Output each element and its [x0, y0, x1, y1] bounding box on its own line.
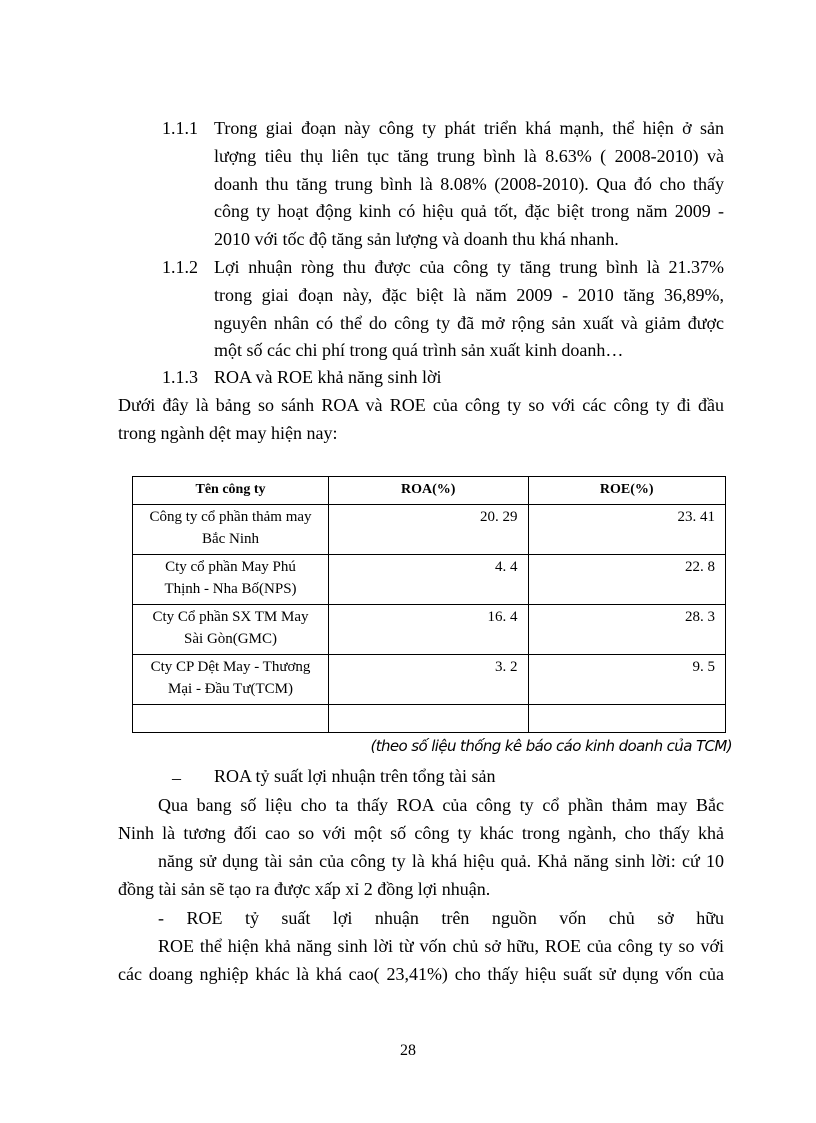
roa-bullet: – [172, 768, 181, 788]
table-row [133, 655, 726, 705]
company-name-line: Sài Gòn(GMC) [184, 631, 277, 647]
roa-cell: 3. 2 [329, 655, 529, 705]
section-1-1-1-line: Trong giai đoạn này công ty phát triển khá mạnh, thể hiện ở sản [214, 118, 724, 138]
company-name-line: Bắc Ninh [201, 531, 260, 547]
roe-line: ROE thể hiện khả năng sinh lời từ vốn chủ sở hữu, ROE của công ty so với [158, 936, 724, 956]
comparison-table [132, 476, 726, 733]
roe-line: các doang nghiệp khác là khá cao( 23,41%) cho thấy hiệu suất sử dụng vốn của [118, 964, 724, 984]
roe-cell: 9. 5 [528, 655, 726, 705]
section-1-1-1-line: công ty hoạt động kinh có hiệu quả tốt, đặc biệt trong năm 2009 - [214, 201, 724, 221]
section-1-1-2-line: Lợi nhuận ròng thu được của công ty tăng trung bình là 21.37% [214, 257, 724, 277]
section-1-1-1-line: 2010 với tốc độ tăng sản lượng và doanh thu khá nhanh. [214, 229, 619, 249]
company-name-cell [133, 555, 329, 605]
company-name-cell [133, 655, 329, 705]
roa-cell: 16. 4 [329, 605, 529, 655]
company-name-line: Cty Cổ phần SX TM May [152, 609, 309, 625]
company-name-cell [133, 705, 329, 733]
header-roa: ROA(%) [329, 477, 529, 505]
roe-heading: - ROE tỷ suất lợi nhuận trên nguồn vốn chủ sở hữu [158, 908, 724, 928]
section-1-1-2-line: trong giai đoạn này, đặc biệt là năm 2009 - 2010 tăng 36,89%, [214, 285, 724, 305]
company-name-line: Thịnh - Nha Bố(NPS) [164, 581, 297, 597]
table-caption: (theo số liệu thống kê báo cáo kinh doanh của TCM) [370, 737, 732, 755]
roa-cell [329, 705, 529, 733]
roe-cell: 28. 3 [528, 605, 726, 655]
page-number: 28 [400, 1042, 416, 1059]
roa-line: năng sử dụng tài sản của công ty là khá hiệu quả. Khả năng sinh lời: cứ 10 [158, 851, 724, 871]
roa-cell: 20. 29 [329, 505, 529, 555]
section-1-1-2-line: một số các chi phí trong quá trình sản xuất kinh doanh… [214, 340, 624, 360]
roa-cell: 4. 4 [329, 555, 529, 605]
company-name-cell [133, 605, 329, 655]
roa-heading: ROA tỷ suất lợi nhuận trên tổng tài sản [214, 766, 496, 786]
roa-line: đồng tài sản sẽ tạo ra được xấp xỉ 2 đồng lợi nhuận. [118, 879, 491, 899]
table-row-empty [133, 705, 726, 733]
intro-line: Dưới đây là bảng so sánh ROA và ROE của công ty so với các công ty đi đầu [118, 395, 724, 415]
intro-line: trong ngành dệt may hiện nay: [118, 423, 338, 443]
table-row [133, 555, 726, 605]
roa-line: Qua bang số liệu cho ta thấy ROA của công ty cổ phần thảm may Bắc [158, 795, 724, 815]
section-number-1-1-2: 1.1.2 [162, 257, 198, 277]
section-1-1-3-heading: ROA và ROE khả năng sinh lời [214, 367, 442, 387]
company-name-line: Cty CP Dệt May - Thương [150, 659, 311, 675]
section-number-1-1-1: 1.1.1 [162, 118, 198, 138]
section-1-1-1-line: lượng tiêu thụ liên tục tăng trung bình là 8.63% ( 2008-2010) và [214, 146, 724, 166]
table-header-row [133, 477, 726, 505]
company-name-line: Mại - Đầu Tư(TCM) [168, 681, 293, 697]
company-name-line: Cty cổ phần May Phú [165, 559, 296, 575]
table-row [133, 605, 726, 655]
roe-cell [528, 705, 726, 733]
company-name-line: Công ty cổ phần thảm may [149, 509, 312, 525]
header-roe: ROE(%) [528, 477, 726, 505]
roe-cell: 23. 41 [528, 505, 726, 555]
section-1-1-1-line: doanh thu tăng trung bình là 8.08% (2008-2010). Qua đó cho thấy [214, 174, 724, 194]
table-row [133, 505, 726, 555]
header-company: Tên công ty [133, 477, 329, 505]
roa-line: Ninh là tương đối cao so với một số công ty khác trong ngành, cho thấy khả [118, 823, 724, 843]
roe-cell: 22. 8 [528, 555, 726, 605]
section-1-1-2-line: nguyên nhân có thể do công ty đã mở rộng sản xuất và giảm được [214, 313, 724, 333]
section-number-1-1-3: 1.1.3 [162, 367, 198, 387]
company-name-cell [133, 505, 329, 555]
